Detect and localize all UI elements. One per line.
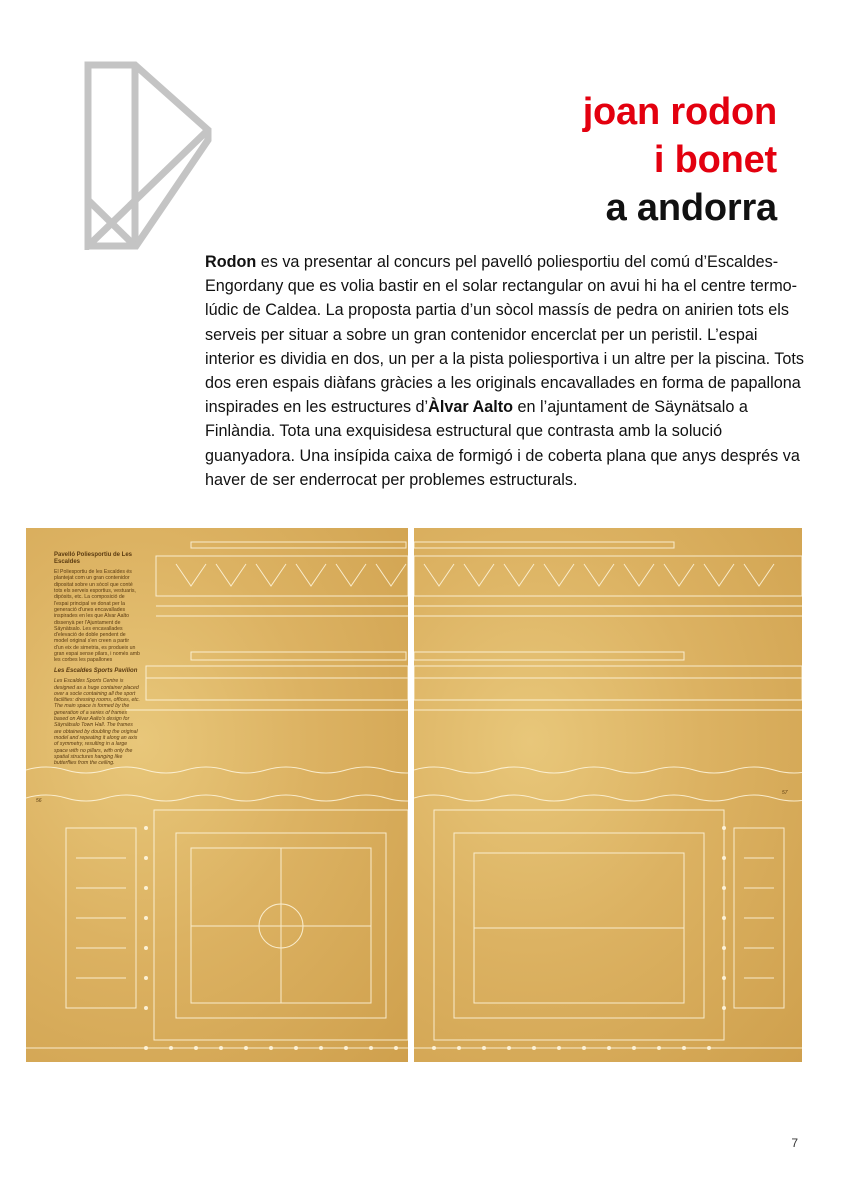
plate-page-number-left: 56 (36, 798, 42, 804)
page-number: 7 (791, 1136, 798, 1150)
body-text-part-2: en l’ajuntament de Säynätsalo a Finlàndia. Tota una exquisidesa estructural que contrasta amb la solució guanyadora. Una insípida caixa de formigó i de coberta plana que anys després va haver de ser enderrocat per problemes estructurals. (205, 398, 800, 489)
body-text-part-1: es va presentar al concurs pel pavelló poliesportiu del comú d’Escaldes-Engordany que es volia bastir en el solar rectangular on avui hi ha el centre termo-lúdic de Caldea. La proposta partia d’un sòcol massís de pedra on anirien tots els serveis per situar a sobre un gran contenidor encerclat per un peristil. L’espai interior es dividia en dos, un per a la pista poliesportiva i un altre per la piscina. Tots dos eren espais diàfans gràcies a les originals encavallades en forma de papallona inspirades en les estructures d’ (205, 253, 804, 417)
caption-text-en: Les Escaldes Sports Centre is designed as a huge container placed over a socle containing all the sport facilities: dressing rooms, offices, etc. The main space is formed by the generation of a series of frames based on Alvar Aalto's design for Säynätsalo Town Hall. The frames are obtained by doubling the original model and repeating it along an axis of symmetry, resulting in a large space with no pillars, with only the spatial structures hanging like butterflies from the ceiling. (54, 678, 140, 767)
bold-rodon: Rodon (205, 253, 257, 271)
caption-title-en: Les Escaldes Sports Pavilion (54, 667, 138, 674)
plate-page-number-right: 57 (782, 790, 788, 796)
plate-caption (54, 552, 140, 770)
body-paragraph (205, 250, 805, 492)
caption-text-ca: El Poliesportiu de les Escaldes és plantejat com un gran contenidor dipositat sobre un sòcol que conté tots els serveis esportius, vestuaris, dipòsits, etc. La composició de l'espai principal ve donat per la generació d'unes encavallades inspirades en les que Alvar Aalto dissenyà per l'Ajuntament de Säynätsalo. Les encavallades d'elevació de doble pendent de model original s'en creen a partir d'un eix de simetria, es produeix un gran espai sense pilars, i només amb les corbes les papallones (54, 569, 140, 664)
logo-mark (80, 60, 214, 250)
architectural-drawing-left (26, 528, 408, 1062)
drawing-right-svg (414, 528, 802, 1062)
bold-alvar-aalto: Àlvar Aalto (428, 398, 513, 417)
caption-title-ca: Pavelló Poliesportiu de Les Escaldes (54, 552, 133, 565)
architectural-drawing-right (414, 528, 802, 1062)
title-line-2: i bonet (653, 139, 777, 181)
title-line-3: a andorra (605, 187, 777, 229)
title-line-1: joan rodon (582, 91, 777, 133)
page-title (583, 88, 777, 232)
